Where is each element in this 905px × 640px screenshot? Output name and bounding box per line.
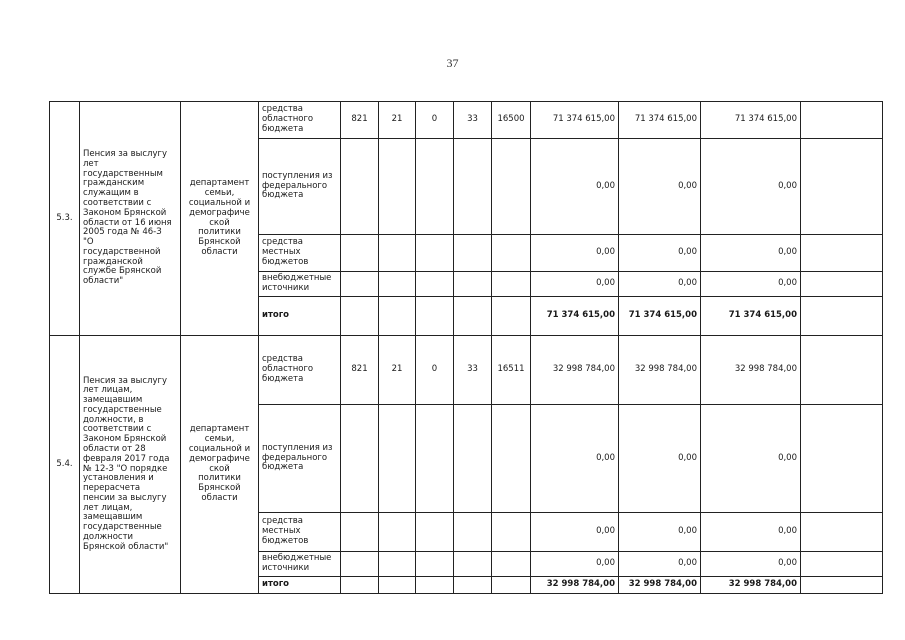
funding-source [259,272,341,297]
funding-source [259,552,341,577]
budget-code: 821 [341,336,379,405]
budget-code [341,235,379,272]
measure-name [80,102,181,336]
text-line: № 12-З "О порядке [83,463,168,474]
amount: 32 998 784,00 [701,336,801,405]
budget-code: 21 [379,336,416,405]
budget-code [492,552,531,577]
text-line: поступления из [262,170,333,181]
amount: 0,00 [701,513,801,552]
table-row [50,336,883,405]
amount: 0,00 [531,272,619,297]
total-label: итого [259,297,341,336]
budget-code [492,139,531,235]
text-line: области [201,492,238,503]
total-amount: 71 374 615,00 [531,297,619,336]
budget-code [416,552,454,577]
text-line: замещавшим [83,395,143,406]
budget-code: 33 [454,102,492,139]
funding-source [259,513,341,552]
text-line: ской [209,463,230,474]
text-line: источники [262,283,310,293]
blank-cell [801,272,883,297]
budget-code: 16511 [492,336,531,405]
text-line: должности [83,531,134,542]
text-line: государственным [83,168,163,179]
budget-code [341,139,379,235]
text-line: местных [262,247,301,258]
text-line: ской [209,217,230,228]
total-amount: 32 998 784,00 [619,577,701,594]
amount: 0,00 [619,552,701,577]
amount: 32 998 784,00 [619,336,701,405]
budget-code [454,235,492,272]
text-line: бюджетов [262,535,309,546]
budget-code [379,577,416,594]
budget-code [454,577,492,594]
budget-code [341,297,379,336]
funding-source [259,336,341,405]
text-line: февраля 2017 года [83,453,170,464]
budget-code: 21 [379,102,416,139]
text-line: поступления из [262,442,333,453]
row-index: 5.3. [50,102,80,336]
text-line: средства [262,237,304,248]
budget-code: 0 [416,336,454,405]
text-line: соответствии с [83,424,152,435]
amount: 0,00 [531,513,619,552]
text-line: местных [262,526,301,537]
blank-cell [801,552,883,577]
text-line: гражданской [83,256,143,267]
text-line: семьи, [204,434,235,445]
total-amount: 32 998 784,00 [531,577,619,594]
text-line: бюджетов [262,256,309,267]
amount: 0,00 [531,235,619,272]
budget-code: 0 [416,102,454,139]
text-line: пенсии за выслугу [83,492,167,503]
amount: 0,00 [531,552,619,577]
text-line: бюджета [262,190,304,201]
text-line: Брянской [198,237,241,248]
text-line: Законом Брянской [83,434,167,445]
text-line: Брянской [198,483,241,494]
amount: 0,00 [701,405,801,513]
page-number: 37 [446,56,459,70]
budget-code [379,513,416,552]
text-line: Брянской области" [83,541,169,552]
total-amount: 71 374 615,00 [619,297,701,336]
text-line: средства [262,354,304,365]
text-line: установления и [83,473,154,484]
text-line: гражданским [83,178,145,189]
amount: 0,00 [619,235,701,272]
budget-code [492,405,531,513]
text-line: замещавшим [83,512,143,523]
budget-code [341,272,379,297]
budget-code [454,513,492,552]
text-line: семьи, [204,188,235,199]
blank-cell [801,297,883,336]
funding-source [259,139,341,235]
text-line: источники [262,563,310,573]
text-line: области от 28 [83,443,146,454]
department [181,336,259,594]
blank-cell [801,405,883,513]
amount: 0,00 [619,139,701,235]
budget-code [379,139,416,235]
text-line: областного [262,364,314,375]
budget-code: 821 [341,102,379,139]
budget-code [454,297,492,336]
budget-code [416,139,454,235]
amount: 0,00 [619,405,701,513]
text-line: Пенсия за выслугу [83,149,167,160]
text-line: федерального [262,180,328,191]
amount: 32 998 784,00 [531,336,619,405]
amount: 0,00 [619,272,701,297]
amount: 0,00 [531,139,619,235]
text-line: области [201,246,238,257]
text-line: государственной [83,246,161,257]
budget-code [416,272,454,297]
funding-source [259,405,341,513]
blank-cell [801,102,883,139]
text-line: служащим в [83,188,139,199]
amount: 71 374 615,00 [701,102,801,139]
blank-cell [801,235,883,272]
budget-code [341,577,379,594]
funding-source [259,102,341,139]
text-line: области от 16 июня [83,217,172,228]
text-line: лет [83,158,99,169]
text-line: службе Брянской [83,266,162,277]
text-line: политики [198,473,241,484]
budget-code [416,235,454,272]
text-line: Законом Брянской [83,207,167,218]
total-label: итого [259,577,341,594]
budget-code [492,577,531,594]
text-line: лет лицам, [83,502,133,513]
text-line: средства [262,104,304,115]
total-amount: 32 998 784,00 [701,577,801,594]
text-line: внебюджетные [262,273,332,284]
amount: 0,00 [531,405,619,513]
amount: 0,00 [701,552,801,577]
text-line: департамент [189,424,250,435]
budget-code [416,297,454,336]
blank-cell [801,336,883,405]
budget-code [492,235,531,272]
amount: 0,00 [619,513,701,552]
text-line: социальной и [188,443,251,454]
budget-code [341,552,379,577]
row-index: 5.4. [50,336,80,594]
amount: 71 374 615,00 [619,102,701,139]
text-line: должности, в [83,414,144,425]
budget-code [454,405,492,513]
budget-code [416,577,454,594]
text-line: федерального [262,452,328,463]
budget-code: 16500 [492,102,531,139]
budget-table [49,101,883,594]
blank-cell [801,577,883,594]
budget-code [492,272,531,297]
budget-code [379,235,416,272]
text-line: лет лицам, [83,385,133,396]
text-line: областного [262,114,314,125]
budget-code [454,552,492,577]
measure-name [80,336,181,594]
text-line: соответствии с [83,197,152,208]
total-amount: 71 374 615,00 [701,297,801,336]
text-line: "О [83,237,94,248]
text-line: области" [83,276,124,287]
funding-source [259,235,341,272]
text-line: демографиче [189,453,250,464]
budget-code [492,297,531,336]
budget-code [341,513,379,552]
amount: 0,00 [701,272,801,297]
text-line: 2005 года № 46-З [83,227,162,238]
budget-code [379,272,416,297]
text-line: департамент [189,178,250,189]
amount: 0,00 [701,139,801,235]
department [181,102,259,336]
text-line: политики [198,227,241,238]
text-line: перерасчета [83,483,141,494]
text-line: демографиче [189,207,250,218]
budget-code [379,297,416,336]
amount: 71 374 615,00 [531,102,619,139]
text-line: бюджета [262,462,304,473]
blank-cell [801,139,883,235]
budget-code [454,272,492,297]
text-line: Пенсия за выслугу [83,375,167,386]
text-line: государственные [83,522,162,533]
budget-code [492,513,531,552]
blank-cell [801,513,883,552]
text-line: бюджета [262,123,304,134]
text-line: бюджета [262,373,304,384]
budget-code [379,405,416,513]
text-line: внебюджетные [262,553,332,564]
text-line: государственные [83,404,162,415]
table-row [50,102,883,139]
budget-code [454,139,492,235]
budget-code [416,513,454,552]
budget-code [379,552,416,577]
budget-code [416,405,454,513]
amount: 0,00 [701,235,801,272]
text-line: социальной и [188,197,251,208]
text-line: средства [262,516,304,527]
budget-code [341,405,379,513]
budget-code: 33 [454,336,492,405]
